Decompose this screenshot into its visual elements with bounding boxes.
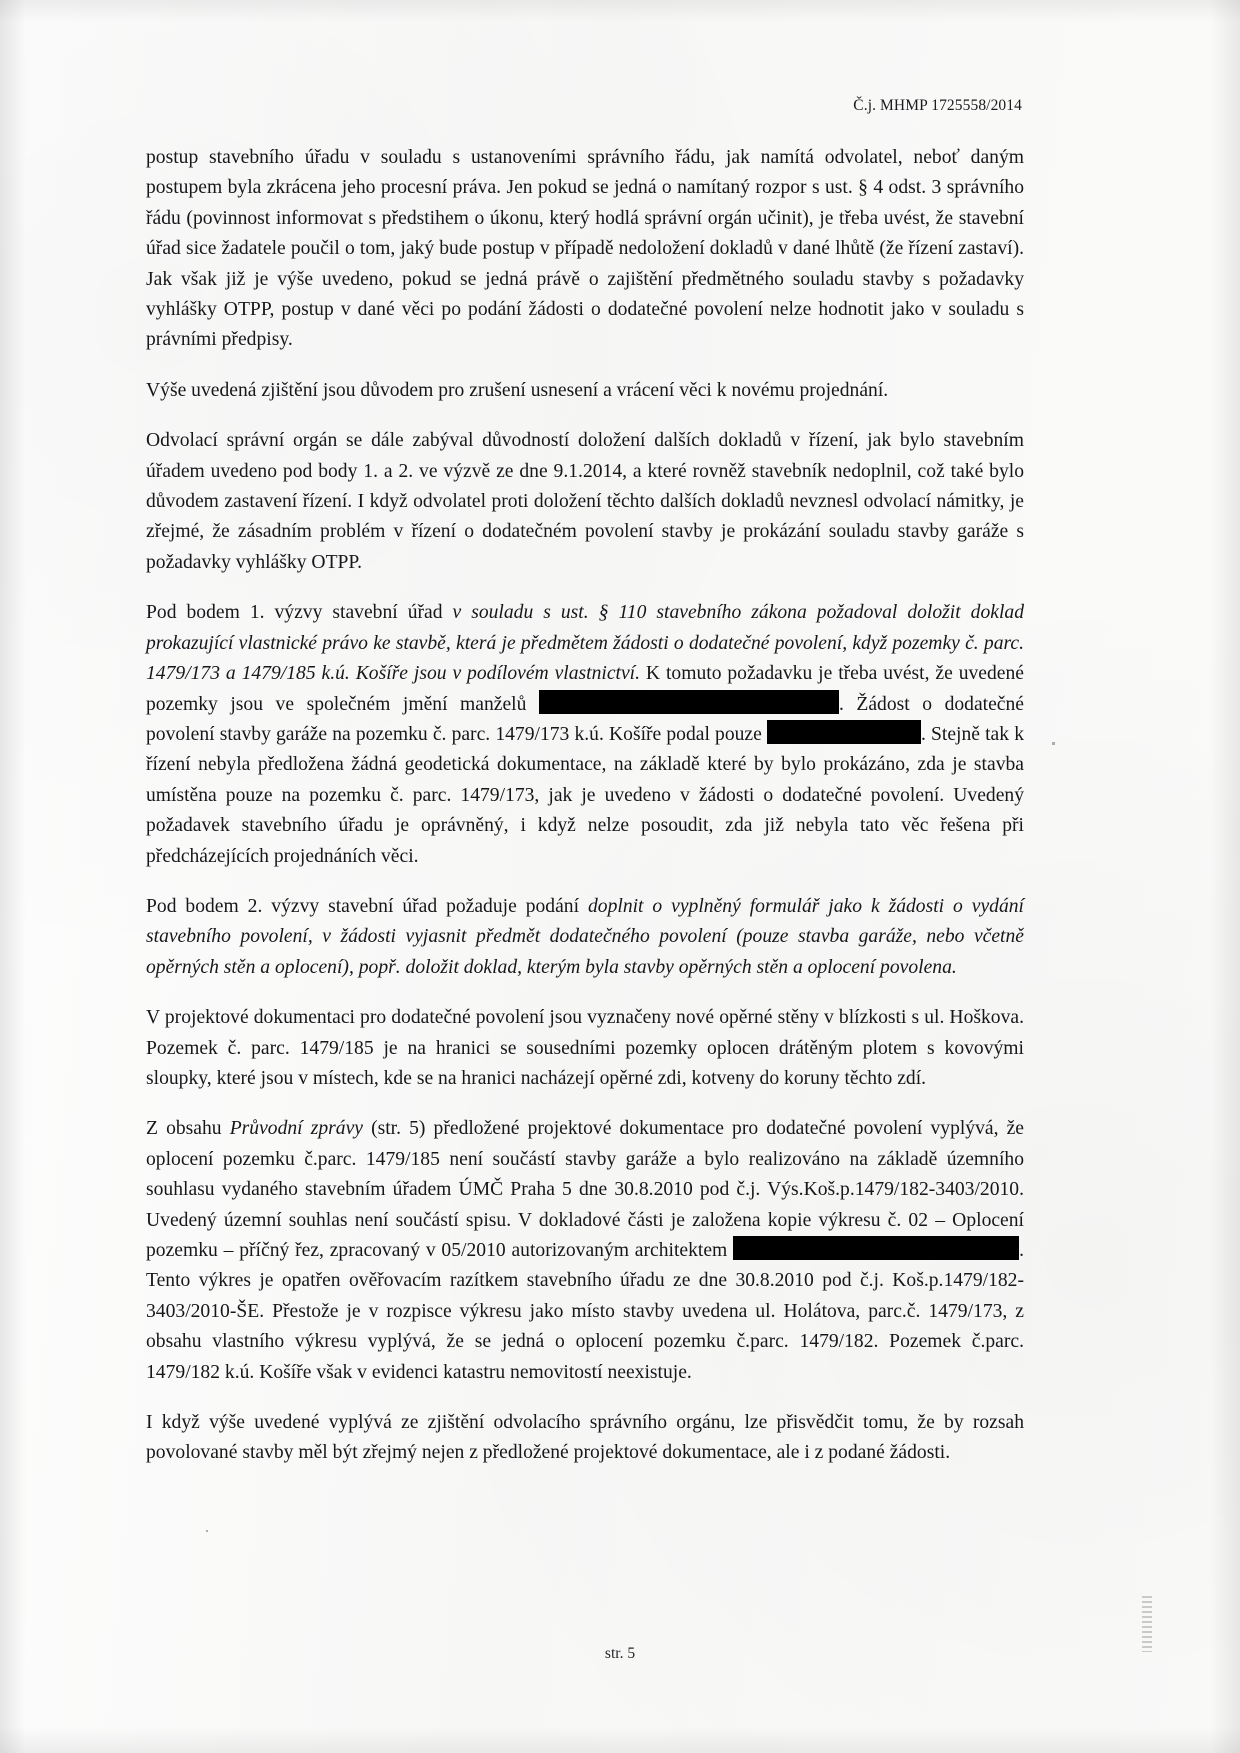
redaction-bar-owner-names [539,690,839,714]
report-title-italic: Průvodní zprávy [229,1118,363,1140]
redaction-bar-applicant-name [767,720,921,744]
paragraph-point-2 [146,892,1024,983]
paragraph-text: I když výše uvedené vyplývá ze zjištění odvolacího správního orgánu, lze přisvědčit tomu, že by rozsah povolované stavby měl být zřejmý nejen z předložené projektové dokumentace, ale i z podané žádosti. [146,1412,1024,1464]
paragraph-accompanying-report [146,1114,1024,1388]
page-number-footer: str. 5 [604,1645,636,1662]
scan-edge-bottom [0,1727,1240,1753]
point-1-comment-c: . Stejně tak k řízení nebyla předložena žádná geodetická dokumentace, na základě které by bylo prokázáno, zda je stavba umístěna pouze na pozemku č. parc. 1479/173, jak je uvedeno v žádosti o dodatečné povolení. Uvedený požadavek stavebního úřadu je oprávněný, i když nelze posoudit, zda již nebyla tato věc řešena při předcházejících projednáních věci. [146,723,1024,867]
paragraph-final-conclusion [146,1408,1024,1469]
paragraph-text: Výše uvedená zjištění jsou důvodem pro zrušení usnesení a vrácení věci k novému projednání. [146,379,889,401]
point-1-comment-b: . Žádost o dodatečné povolení stavby garáže na pozemku č. parc. 1479/173 k.ú. Košíře podal pouze [146,693,1024,745]
point-1-quoted-requirement: v souladu s ust. § 110 stavebního zákona požadoval doložit doklad prokazující vlastnické právo ke stavbě, která je předmětem žádosti o dodatečné povolení, když pozemky č. parc. 1479/173 a 1479/185 k.ú. Košíře jsou v podílovém vlastnictví. [146,602,1024,685]
scan-edge-left [0,0,26,1753]
report-body-text: (str. 5) předložené projektové dokumentace pro dodatečné povolení vyplývá, že oplocení pozemku č.parc. 1479/185 není součástí stavby garáže a bylo realizováno na základě územního souhlasu vydaného stavebním úřadem ÚMČ Praha 5 dne 30.8.2010 pod č.j. Výs.Koš.p.1479/182-3403/2010. Uvedený územní souhlas není součástí spisu. V dokladové části je založena kopie výkresu č. 02 – Oplocení pozemku – příčný řez, zpracovaný v 05/2010 autorizovaným architektem [146,1118,1024,1261]
paragraph-text: postup stavebního úřadu v souladu s ustanoveními správního řádu, jak namítá odvolatel, neboť daným postupem byla zkrácena jeho procesní práva. Jen pokud se jedná o namítaný rozpor s ust. § 4 odst. 3 správního řádu (povinnost informovat s předstihem o úkonu, který hodlá správní orgán učinit), je třeba uvést, že stavební úřad sice žadatele poučil o tom, jaký bude postup v případě nedoložení dokladů v dané lhůtě (že řízení zastaví). Jak však již je výše uvedeno, pokud se jedná právě o zajištění předmětného souladu stavby s požadavky vyhlášky OTPP, postup v dané věci po podání žádosti o dodatečné povolení nelze hodnotit jako v souladu s právními předpisy. [146,147,1024,351]
paragraph-point-1 [146,598,1024,872]
report-body-text-continued: . Tento výkres je opatřen ověřovacím razítkem stavebního úřadu ze dne 30.8.2010 pod č.j. Koš.p.1479/182-3403/2010-ŠE. Přestože je v rozpisce výkresu jako místo stavby uvedena ul. Holátova, parc.č. 1479/173, z obsahu vlastního výkresu vyplývá, že se jedná o oplocení pozemku č.parc. 1479/182. Pozemek č.parc. 1479/182 k.ú. Košíře však v evidenci katastru nemovitostí neexistuje. [146,1240,1024,1383]
point-2-lead-text: Pod bodem 2. výzvy stavební úřad požaduje podání [146,895,588,917]
paragraph-text: Odvolací správní orgán se dále zabýval důvodností doložení dalších dokladů v řízení, jak bylo stavebním úřadem uvedeno pod body 1. a 2. ve výzvě ze dne 9.1.2014, a které rovněž stavebník nedoplnil, což také bylo důvodem zastavení řízení. I když odvolatel proti doložení těchto dalších dokladů nevznesl odvolací námitky, je zřejmé, že zásadním problém v řízení o dodatečném povolení stavby je prokázání souladu stavby garáže s požadavky vyhlášky OTPP. [146,430,1024,573]
document-body [146,143,1024,1469]
scan-artifact-speck [206,1530,208,1532]
scan-edge-top [0,0,1240,22]
point-2-quoted-requirement: doplnit o vyplněný formulář jako k žádosti o vydání stavebního povolení, v žádosti vyjasnit předmět dodatečného povolení (pouze stavba garáže, nebo včetně opěrných stěn a oplocení), popř. doložit doklad, kterým byla stavby opěrných stěn a oplocení povolena. [146,895,1024,978]
paragraph-text: V projektové dokumentaci pro dodatečné povolení jsou vyznačeny nové opěrné stěny v blízkosti s ul. Hoškova. Pozemek č. parc. 1479/185 je na hranici se sousedními pozemky oplocen drátěným plotem s kovovými sloupky, které jsou v místech, kde se na hranici nacházejí opěrné zdi, kotveny do koruny těchto zdí. [146,1007,1024,1089]
paragraph-continuation [146,143,1024,356]
paragraph-project-documentation [146,1003,1024,1094]
point-1-comment-a: K tomuto požadavku je třeba uvést, že uvedené pozemky jsou ve společném jmění manželů [146,663,1024,715]
scan-artifact-streak [1142,1596,1152,1652]
document-reference-number: Č.j. MHMP 1725558/2014 [853,97,1022,114]
redaction-bar-architect-name [733,1236,1019,1260]
paragraph-conclusion-annulment [146,376,1024,406]
scan-artifact-speck [1052,742,1055,745]
report-lead-text: Z obsahu [146,1118,230,1140]
scan-edge-right [1210,0,1240,1753]
point-1-lead-text: Pod bodem 1. výzvy stavební úřad [146,602,453,624]
paragraph-appeal-body-review [146,426,1024,578]
